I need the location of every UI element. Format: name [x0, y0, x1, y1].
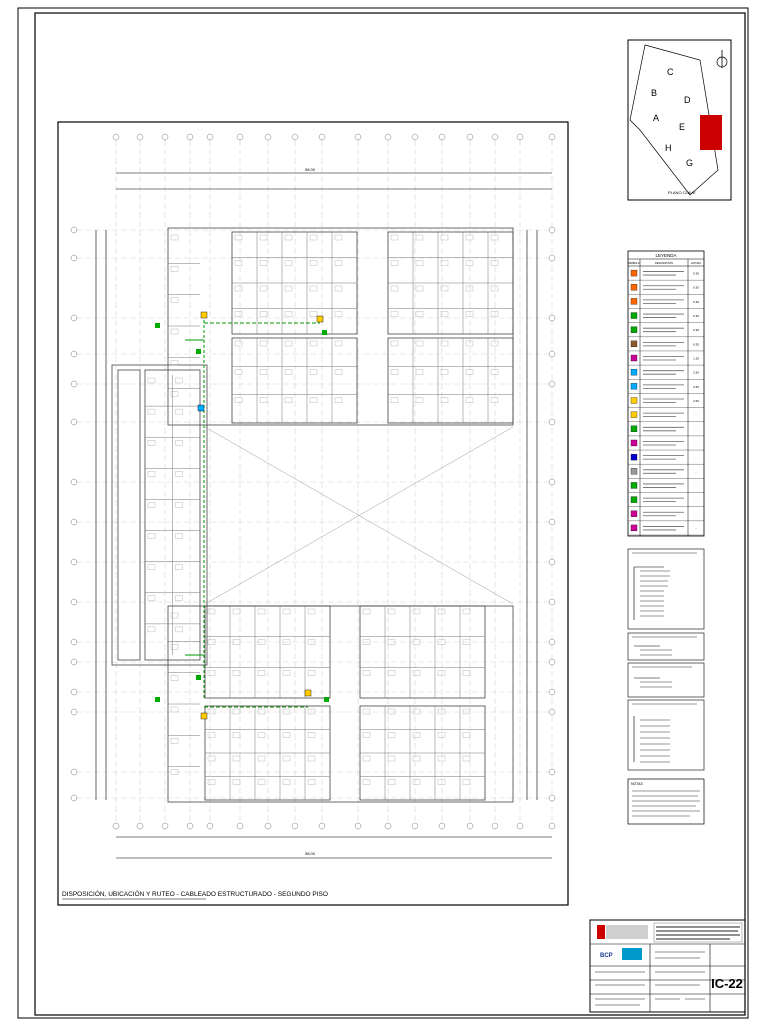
legend-height: 0.30: [693, 285, 699, 290]
grid-bubble: [207, 134, 213, 140]
bed-block: [233, 733, 240, 738]
partner-logo: [622, 948, 642, 960]
key-plan-block-h: H: [665, 143, 672, 153]
diagram-text-lines: [632, 553, 697, 762]
grid-bubble: [549, 255, 555, 261]
key-plan-highlight: [700, 115, 722, 150]
legend-col-symbol: SÍMBOLO: [628, 262, 640, 265]
bed-block: [233, 670, 240, 675]
grid-bubble: [549, 479, 555, 485]
grid-bubble: [71, 559, 77, 565]
bed-block: [388, 733, 395, 738]
legend-symbol: [631, 426, 637, 432]
bed-block: [208, 733, 215, 738]
legend-height: -: [695, 498, 697, 503]
bed-block: [335, 341, 342, 346]
bed-block: [283, 609, 290, 614]
grid-bubble: [385, 134, 391, 140]
legend-height: 0.30: [693, 342, 699, 347]
bed-block: [171, 360, 178, 365]
bed-block: [171, 392, 178, 397]
bed-block: [310, 312, 317, 317]
bottom-dimension-label: 98.00: [304, 851, 316, 856]
grid-bubble: [71, 255, 77, 261]
bed-block: [388, 780, 395, 785]
grid-bubble: [265, 134, 271, 140]
bed-block: [148, 378, 155, 383]
legend-symbol: [631, 497, 637, 503]
bed-block: [285, 341, 292, 346]
key-plan-block-c: C: [667, 67, 674, 77]
bed-block: [388, 609, 395, 614]
legend-symbol: [631, 412, 637, 418]
sheet-inner-border: [35, 13, 745, 1015]
bed-block: [388, 756, 395, 761]
bed-block: [466, 286, 473, 291]
bed-block: [335, 369, 342, 374]
bed-block: [176, 440, 183, 445]
notes-title: NOTAS: [631, 782, 643, 786]
legend-height: 0.30: [693, 299, 699, 304]
grid-bubble: [549, 559, 555, 565]
grid-bubble: [71, 315, 77, 321]
courtyard-cross: [205, 427, 513, 604]
bed-block: [491, 261, 498, 266]
legend-title: LEYENDA: [655, 253, 677, 258]
legend-height: 0.30: [693, 271, 699, 276]
legend-height: -: [695, 455, 697, 460]
grid-bubble: [71, 381, 77, 387]
bed-block: [335, 286, 342, 291]
bed-block: [176, 565, 183, 570]
grid-bubble: [113, 823, 119, 829]
grid-bubble: [71, 419, 77, 425]
grid-bubble: [137, 134, 143, 140]
legend-height: 2.50: [693, 399, 699, 403]
bed-block: [416, 341, 423, 346]
grid-bubble: [113, 134, 119, 140]
notes-box: [628, 779, 704, 824]
bed-block: [171, 676, 178, 681]
grid-bubble: [162, 134, 168, 140]
bed-block: [466, 398, 473, 403]
legend-symbol: [631, 482, 637, 488]
bed-block: [176, 596, 183, 601]
legend-symbol: [631, 355, 637, 361]
bed-block: [391, 312, 398, 317]
bed-block: [466, 369, 473, 374]
bed-block: [260, 261, 267, 266]
bed-block: [260, 369, 267, 374]
key-plan-block-b: B: [651, 88, 658, 98]
bed-block: [148, 596, 155, 601]
bed-block: [491, 286, 498, 291]
bed-block: [310, 235, 317, 240]
bed-block: [171, 329, 178, 334]
bed-block: [171, 644, 178, 649]
grid-bubble: [385, 823, 391, 829]
legend-height: 0.30: [693, 314, 699, 319]
grid-bubble: [237, 134, 243, 140]
legend-height: -: [695, 427, 697, 432]
key-plan: [628, 40, 731, 200]
bed-block: [463, 780, 470, 785]
bed-block: [235, 286, 242, 291]
top-dimension-label: 98.00: [304, 167, 316, 172]
legend-symbol: [631, 327, 637, 333]
bed-block: [491, 398, 498, 403]
grid-bubble: [549, 419, 555, 425]
grid-bubble: [492, 134, 498, 140]
building-lower-wing: [168, 606, 513, 802]
grid-bubble: [162, 823, 168, 829]
bed-block: [171, 266, 178, 271]
bed-block: [310, 369, 317, 374]
grid-bubble: [71, 689, 77, 695]
cable-type-diagrams: [628, 549, 704, 770]
legend-height: 2.50: [693, 370, 699, 375]
bed-block: [171, 613, 178, 618]
bed-block: [233, 709, 240, 714]
bed-block: [363, 733, 370, 738]
legend-symbol: [631, 341, 637, 347]
bed-block: [235, 312, 242, 317]
bed-block: [335, 235, 342, 240]
legend-symbol: [631, 383, 637, 389]
bed-block: [208, 756, 215, 761]
bed-block: [148, 502, 155, 507]
legend-height: 1.20: [693, 356, 699, 361]
grid-bubble: [517, 134, 523, 140]
grid-bubble: [492, 823, 498, 829]
grid-bubble: [71, 479, 77, 485]
legend-symbol: [631, 398, 637, 404]
bed-block: [235, 398, 242, 403]
bed-block: [235, 261, 242, 266]
bed-block: [335, 398, 342, 403]
sheet-outer-border: [18, 8, 748, 1018]
bed-block: [260, 398, 267, 403]
grid-bubble: [71, 599, 77, 605]
bed-block: [260, 286, 267, 291]
grid-bubble: [292, 823, 298, 829]
grid-bubble: [549, 227, 555, 233]
bed-block: [308, 733, 315, 738]
bed-block: [260, 341, 267, 346]
bed-block: [235, 235, 242, 240]
grid-bubble: [549, 381, 555, 387]
legend-symbol: [631, 454, 637, 460]
grid-bubble: [549, 134, 555, 140]
bed-block: [260, 235, 267, 240]
legend-symbol: [631, 440, 637, 446]
bed-block: [438, 609, 445, 614]
bed-block: [310, 261, 317, 266]
bed-block: [308, 670, 315, 675]
bed-block: [258, 733, 265, 738]
grid-bubble: [467, 134, 473, 140]
bed-block: [438, 780, 445, 785]
bed-block: [438, 709, 445, 714]
bed-block: [171, 298, 178, 303]
key-plan-block-e: E: [679, 122, 686, 132]
bed-block: [235, 341, 242, 346]
bed-block: [491, 235, 498, 240]
grid-bubble: [355, 134, 361, 140]
bed-block: [258, 609, 265, 614]
bed-block: [285, 312, 292, 317]
bed-block: [258, 670, 265, 675]
building-left-wing: [112, 365, 207, 665]
legend-height: -: [695, 441, 697, 446]
grid-bubble: [187, 823, 193, 829]
bed-block: [233, 780, 240, 785]
bed-block: [285, 369, 292, 374]
bed-block: [438, 670, 445, 675]
bed-block: [335, 261, 342, 266]
grid-bubble: [71, 639, 77, 645]
bed-block: [413, 709, 420, 714]
grid-bubble: [71, 795, 77, 801]
legend-symbol: [631, 468, 637, 474]
bed-block: [463, 709, 470, 714]
grid-bubble: [549, 315, 555, 321]
legend-symbol: [631, 511, 637, 517]
grid-bubble: [71, 351, 77, 357]
bed-block: [413, 670, 420, 675]
bed-block: [466, 312, 473, 317]
bed-block: [416, 312, 423, 317]
bed-block: [208, 609, 215, 614]
grid-bubble: [71, 769, 77, 775]
bed-block: [176, 409, 183, 414]
bed-block: [148, 565, 155, 570]
grid-bubble: [517, 823, 523, 829]
legend-height: -: [695, 413, 697, 418]
grid-bubble: [71, 227, 77, 233]
key-plan-block-d: D: [684, 95, 691, 105]
bed-block: [283, 756, 290, 761]
grid-bubble: [549, 689, 555, 695]
grid-bubble: [439, 823, 445, 829]
bed-block: [308, 609, 315, 614]
bed-block: [391, 261, 398, 266]
bed-block: [413, 733, 420, 738]
grid-bubble: [319, 823, 325, 829]
grid-bubble: [71, 519, 77, 525]
bed-block: [176, 534, 183, 539]
bed-block: [413, 780, 420, 785]
title-block: [590, 920, 745, 1012]
bed-block: [308, 709, 315, 714]
ministry-logo: [597, 925, 605, 939]
grid-bubble: [292, 134, 298, 140]
grid-bubble: [549, 639, 555, 645]
bed-block: [171, 707, 178, 712]
grid-bubble: [412, 134, 418, 140]
bed-block: [491, 369, 498, 374]
bed-block: [235, 369, 242, 374]
legend-height: -: [695, 526, 697, 531]
grid-bubble: [265, 823, 271, 829]
bed-block: [491, 341, 498, 346]
bed-block: [463, 609, 470, 614]
bed-block: [391, 369, 398, 374]
bed-block: [466, 341, 473, 346]
key-plan-caption: PLANO CLAVE: [668, 190, 696, 195]
bed-block: [416, 261, 423, 266]
grid-bubble: [71, 709, 77, 715]
grid-bubble: [549, 769, 555, 775]
bed-block: [176, 627, 183, 632]
bed-block: [416, 235, 423, 240]
bed-block: [233, 609, 240, 614]
bed-block: [285, 286, 292, 291]
bed-block: [283, 733, 290, 738]
plan-title: DISPOSICIÓN, UBICACIÓN Y RUTEO - CABLEADO ESTRUCTURADO - SEGUNDO PISO: [62, 891, 328, 898]
bed-block: [388, 709, 395, 714]
bed-block: [285, 261, 292, 266]
bed-block: [148, 409, 155, 414]
legend-table: [628, 251, 704, 536]
bed-block: [416, 286, 423, 291]
key-plan-block-g: G: [686, 158, 694, 168]
grid-bubble: [549, 709, 555, 715]
grid-bubble: [355, 823, 361, 829]
bed-block: [466, 235, 473, 240]
plan-frame: [58, 122, 568, 905]
bed-block: [176, 471, 183, 476]
ministry-banner: [606, 925, 648, 939]
legend-symbol: [631, 298, 637, 304]
bed-block: [233, 756, 240, 761]
bed-block: [463, 756, 470, 761]
bed-block: [283, 780, 290, 785]
legend-symbol: [631, 525, 637, 531]
bed-block: [388, 670, 395, 675]
bed-block: [308, 756, 315, 761]
grid-bubble: [549, 351, 555, 357]
legend-symbol: [631, 369, 637, 375]
legend-col-height: ALTURA: [690, 262, 702, 265]
grid-bubble: [187, 134, 193, 140]
bed-block: [285, 398, 292, 403]
grid-bubble: [549, 599, 555, 605]
bed-block: [491, 312, 498, 317]
bed-block: [148, 627, 155, 632]
bed-block: [208, 670, 215, 675]
grid-bubble: [207, 823, 213, 829]
legend-height: -: [695, 469, 697, 474]
bed-block: [260, 312, 267, 317]
grid-bubble: [439, 134, 445, 140]
key-plan-block-a: A: [653, 113, 660, 123]
bed-block: [438, 733, 445, 738]
legend-height: 0.30: [693, 328, 699, 333]
bed-block: [176, 502, 183, 507]
bed-block: [176, 378, 183, 383]
legend-height: -: [695, 512, 697, 517]
legend-height: -: [695, 483, 697, 488]
bed-block: [310, 398, 317, 403]
bed-block: [171, 738, 178, 743]
bed-block: [208, 780, 215, 785]
grid-bubble: [549, 659, 555, 665]
bed-block: [363, 780, 370, 785]
dimension-lines: [96, 173, 552, 858]
bed-block: [285, 235, 292, 240]
grid-bubble: [412, 823, 418, 829]
bed-block: [258, 756, 265, 761]
bed-block: [391, 286, 398, 291]
grid-bubble: [549, 519, 555, 525]
bed-block: [363, 756, 370, 761]
bed-block: [148, 440, 155, 445]
bed-block: [258, 709, 265, 714]
bed-block: [283, 709, 290, 714]
bed-block: [171, 235, 178, 240]
bcp-logo: BCP: [600, 953, 613, 959]
bed-block: [413, 609, 420, 614]
bed-block: [363, 670, 370, 675]
bed-block: [416, 369, 423, 374]
bed-block: [148, 534, 155, 539]
grid-bubble: [319, 134, 325, 140]
grid-axes: [71, 134, 555, 829]
legend-symbol: [631, 284, 637, 290]
bed-block: [391, 398, 398, 403]
bed-block: [258, 780, 265, 785]
bed-block: [308, 780, 315, 785]
legend-symbol: [631, 270, 637, 276]
bed-block: [148, 471, 155, 476]
grid-bubble: [549, 795, 555, 801]
bed-block: [391, 235, 398, 240]
sheet-number: IC-22: [711, 976, 743, 991]
bed-block: [310, 341, 317, 346]
legend-symbol: [631, 313, 637, 319]
grid-bubble: [237, 823, 243, 829]
bed-block: [310, 286, 317, 291]
legend-col-description: DESCRIPCIÓN: [654, 262, 674, 265]
grid-bubble: [137, 823, 143, 829]
grid-bubble: [71, 659, 77, 665]
bed-block: [466, 261, 473, 266]
grid-bubble: [549, 823, 555, 829]
bed-block: [335, 312, 342, 317]
bed-block: [463, 733, 470, 738]
legend-height: 2.50: [693, 384, 699, 389]
bed-block: [391, 341, 398, 346]
bed-block: [363, 709, 370, 714]
legend-rows: [628, 270, 704, 535]
grid-bubble: [467, 823, 473, 829]
bed-block: [413, 756, 420, 761]
bed-block: [463, 670, 470, 675]
bed-block: [416, 398, 423, 403]
bed-block: [438, 756, 445, 761]
bed-block: [208, 709, 215, 714]
bed-block: [283, 670, 290, 675]
bed-block: [363, 609, 370, 614]
